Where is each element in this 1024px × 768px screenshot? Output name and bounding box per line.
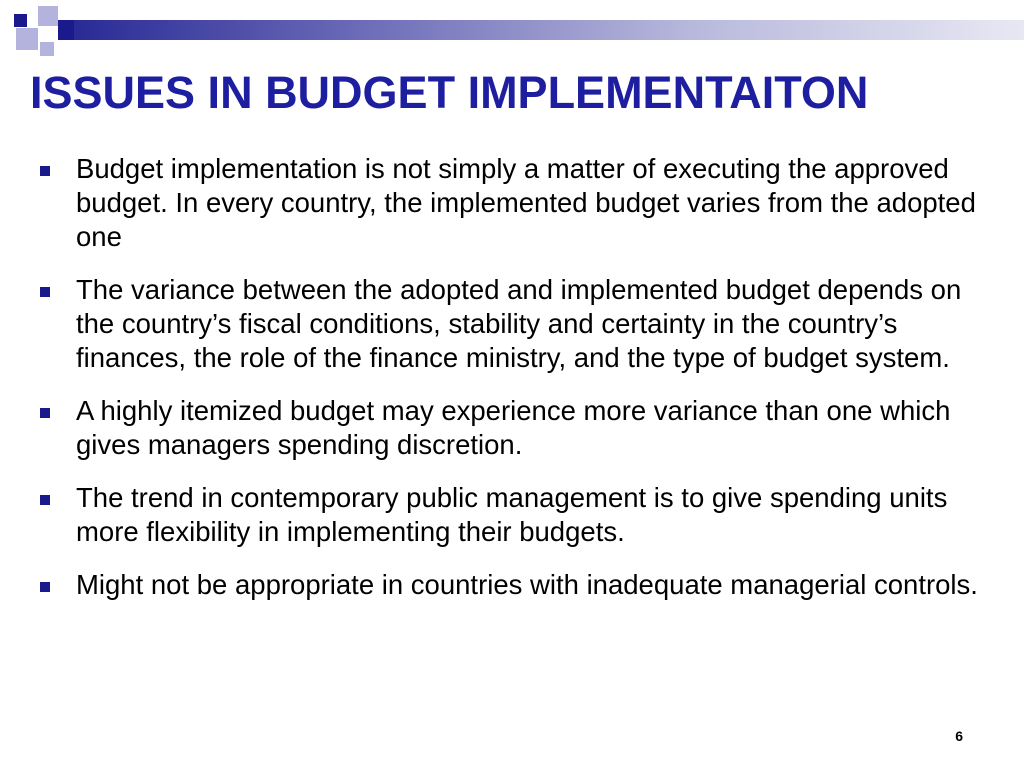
- corner-square-decoration: [14, 14, 27, 27]
- bullet-text: The trend in contemporary public management is to give spending units more flexibility in implementing their budgets.: [76, 482, 948, 547]
- bullet-item: [38, 152, 998, 254]
- corner-square-decoration: [38, 6, 58, 26]
- slide-title: ISSUES IN BUDGET IMPLEMENTAITON: [30, 67, 869, 118]
- corner-square-decoration: [58, 20, 74, 40]
- square-bullet-icon: [40, 582, 50, 592]
- bullet-item: [38, 481, 998, 549]
- square-bullet-icon: [40, 408, 50, 418]
- header-gradient-bar: [74, 20, 1024, 40]
- bullet-text: A highly itemized budget may experience more variance than one which gives managers spending discretion.: [76, 395, 951, 460]
- slide-number: 6: [955, 728, 963, 744]
- bullet-list: [38, 152, 998, 602]
- bullet-item: [38, 394, 998, 462]
- bullet-text: Budget implementation is not simply a matter of executing the approved budget. In every country, the implemented budget varies from the adopted one: [76, 153, 976, 252]
- bullet-text: Might not be appropriate in countries with inadequate managerial controls.: [76, 569, 978, 600]
- bullet-text: The variance between the adopted and implemented budget depends on the country’s fiscal conditions, stability and certainty in the country’s finances, the role of the finance ministry, and the type of budget system.: [76, 274, 962, 373]
- square-bullet-icon: [40, 166, 50, 176]
- square-bullet-icon: [40, 287, 50, 297]
- corner-square-decoration: [16, 28, 38, 50]
- corner-square-decoration: [40, 42, 54, 56]
- bullet-item: [38, 568, 998, 602]
- bullet-item: [38, 273, 998, 375]
- square-bullet-icon: [40, 495, 50, 505]
